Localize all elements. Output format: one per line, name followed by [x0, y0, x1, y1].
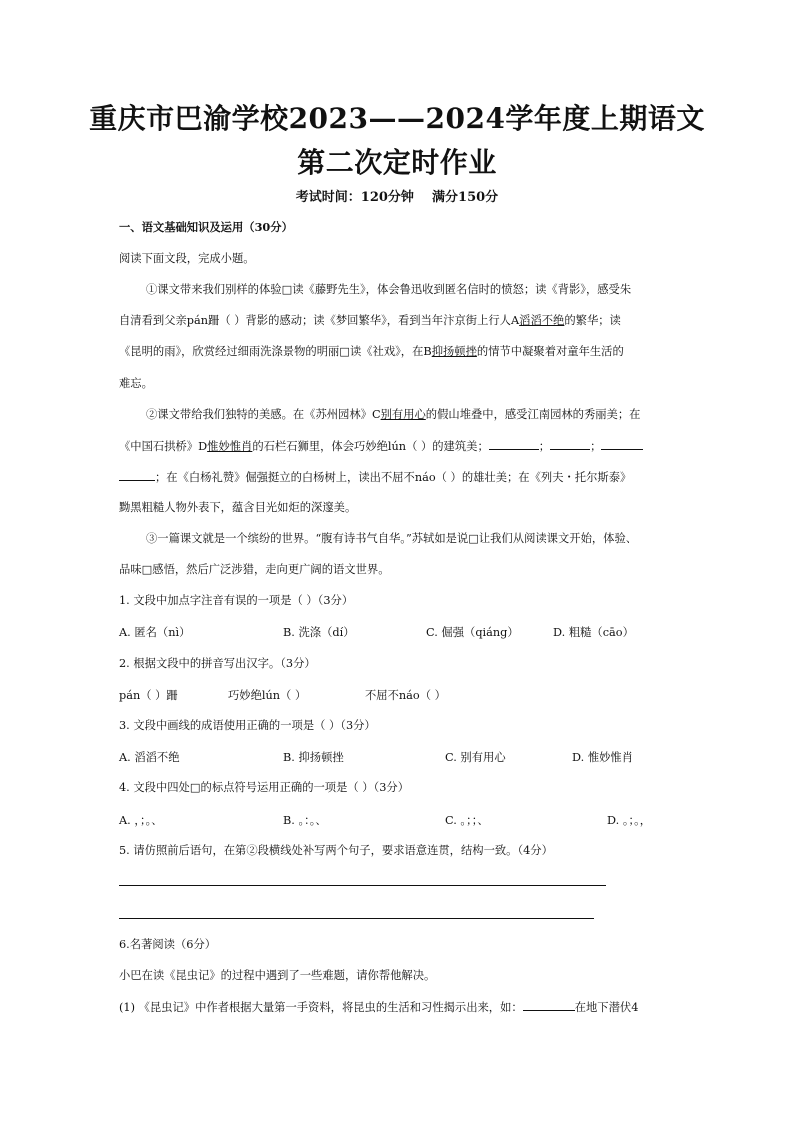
- para2-line1: ②课文带给我们独特的美感。在《苏州园林》C别有用心的假山堆叠中，感受江南园林的秀丽美；在: [146, 408, 641, 421]
- q4-option-c[interactable]: C. 。；；、: [445, 814, 489, 827]
- q2-item-3[interactable]: 不屈不náo（ ）: [365, 689, 446, 702]
- q1-option-a[interactable]: A. 匿名（nì）: [119, 626, 191, 639]
- idiom-b: 抑扬顿挫: [431, 345, 477, 358]
- idiom-c: 别有用心: [380, 408, 426, 421]
- page-title: 重庆市巴渝学校2023——2024学年度上期语文: [89, 102, 705, 135]
- q4-option-b[interactable]: B. 。：。、: [283, 814, 327, 827]
- q3-option-c[interactable]: C. 别有用心: [445, 751, 506, 764]
- q2-item-1[interactable]: pán（ ）跚: [119, 689, 178, 702]
- idiom-a: 滔滔不绝: [519, 314, 565, 327]
- fill-blank[interactable]: [601, 438, 643, 450]
- instruction: 阅读下面文段，完成小题。: [119, 252, 255, 265]
- q1-option-d[interactable]: D. 粗糙（cāo）: [553, 626, 634, 639]
- q4-option-d[interactable]: D. 。；。，: [607, 814, 652, 827]
- para3-line1: ③一篇课文就是一个缤纷的世界。“腹有诗书气自华。”苏轼如是说□让我们从阅读课文开始，体验、: [146, 532, 638, 545]
- fill-blank[interactable]: [523, 999, 575, 1011]
- idiom-d: 惟妙惟肖: [207, 440, 253, 453]
- fill-blank[interactable]: [489, 438, 539, 450]
- q1-option-b[interactable]: B. 洗涤（dí）: [283, 626, 355, 639]
- question-5-stem: 5. 请仿照前后语句，在第②段横线处补写两个句子，要求语意连贯，结构一致。（4分）: [119, 844, 553, 857]
- para1-line3: 《昆明的雨》，欣赏经过细雨洗涤景物的明丽□读《社戏》，在B抑扬顿挫的情节中凝聚着对童年生活的: [119, 345, 624, 358]
- q3-option-d[interactable]: D. 惟妙惟肖: [572, 751, 634, 764]
- para2-line2: 《中国石拱桥》D惟妙惟肖的石栏石狮里，体会巧妙绝lún（ ）的建筑美； ； ；: [119, 438, 643, 455]
- question-3-stem: 3. 文段中画线的成语使用正确的一项是（ ）（3分）: [119, 719, 376, 732]
- q1-option-c[interactable]: C. 倔强（qiáng）: [426, 626, 519, 639]
- section-heading: 一、语文基础知识及运用（30分）: [119, 220, 293, 234]
- question-4-stem: 4. 文段中四处□的标点符号运用正确的一项是（ ）（3分）: [119, 781, 410, 794]
- para2-line4: 黝黑粗糙人物外表下，蕴含目光如炬的深邃美。: [119, 501, 357, 514]
- exam-info: 考试时间：120分钟 满分150分: [295, 190, 499, 205]
- q3-option-b[interactable]: B. 抑扬顿挫: [283, 751, 344, 764]
- para3-line2: 品味□感悟，然后广泛涉猎，走向更广阔的语文世界。: [119, 563, 390, 576]
- answer-line-1[interactable]: [119, 885, 606, 886]
- para1-line2: 自清看到父亲pán跚（ ）背影的感动；读《梦回繁华》，看到当年汴京街上行人A滔滔不绝的繁华；读: [119, 314, 621, 327]
- question-6-intro: 小巴在读《昆虫记》的过程中遇到了一些难题，请你帮他解决。: [119, 969, 436, 982]
- answer-line-2[interactable]: [119, 918, 594, 919]
- q2-item-2[interactable]: 巧妙绝lún（ ）: [228, 689, 307, 702]
- fill-blank[interactable]: [550, 438, 590, 450]
- question-6-stem: 6.名著阅读（6分）: [119, 938, 217, 951]
- question-6-sub1: (1) 《昆虫记》中作者根据大量第一手资料，将昆虫的生活和习性揭示出来，如： 在地下潜伏4: [119, 1001, 639, 1014]
- para1-line4: 难忘。: [119, 377, 153, 390]
- question-2-stem: 2. 根据文段中的拼音写出汉字。（3分）: [119, 657, 316, 670]
- para1-line1: ①课文带来我们别样的体验□读《藤野先生》，体会鲁迅收到匿名信时的愤怒；读《背影》，感受朱: [146, 283, 632, 296]
- q4-option-a[interactable]: A. ，；。、: [119, 814, 163, 827]
- question-1-stem: 1. 文段中加点字注音有误的一项是（ ）（3分）: [119, 594, 354, 607]
- fill-blank[interactable]: [119, 469, 155, 481]
- para2-line3: ；在《白杨礼赞》倔强挺立的白杨树上，读出不屈不náo（ ）的雄壮美；在《列夫・托尔斯泰》: [119, 469, 631, 486]
- page-subtitle-title: 第二次定时作业: [297, 146, 497, 179]
- q3-option-a[interactable]: A. 滔滔不绝: [119, 751, 180, 764]
